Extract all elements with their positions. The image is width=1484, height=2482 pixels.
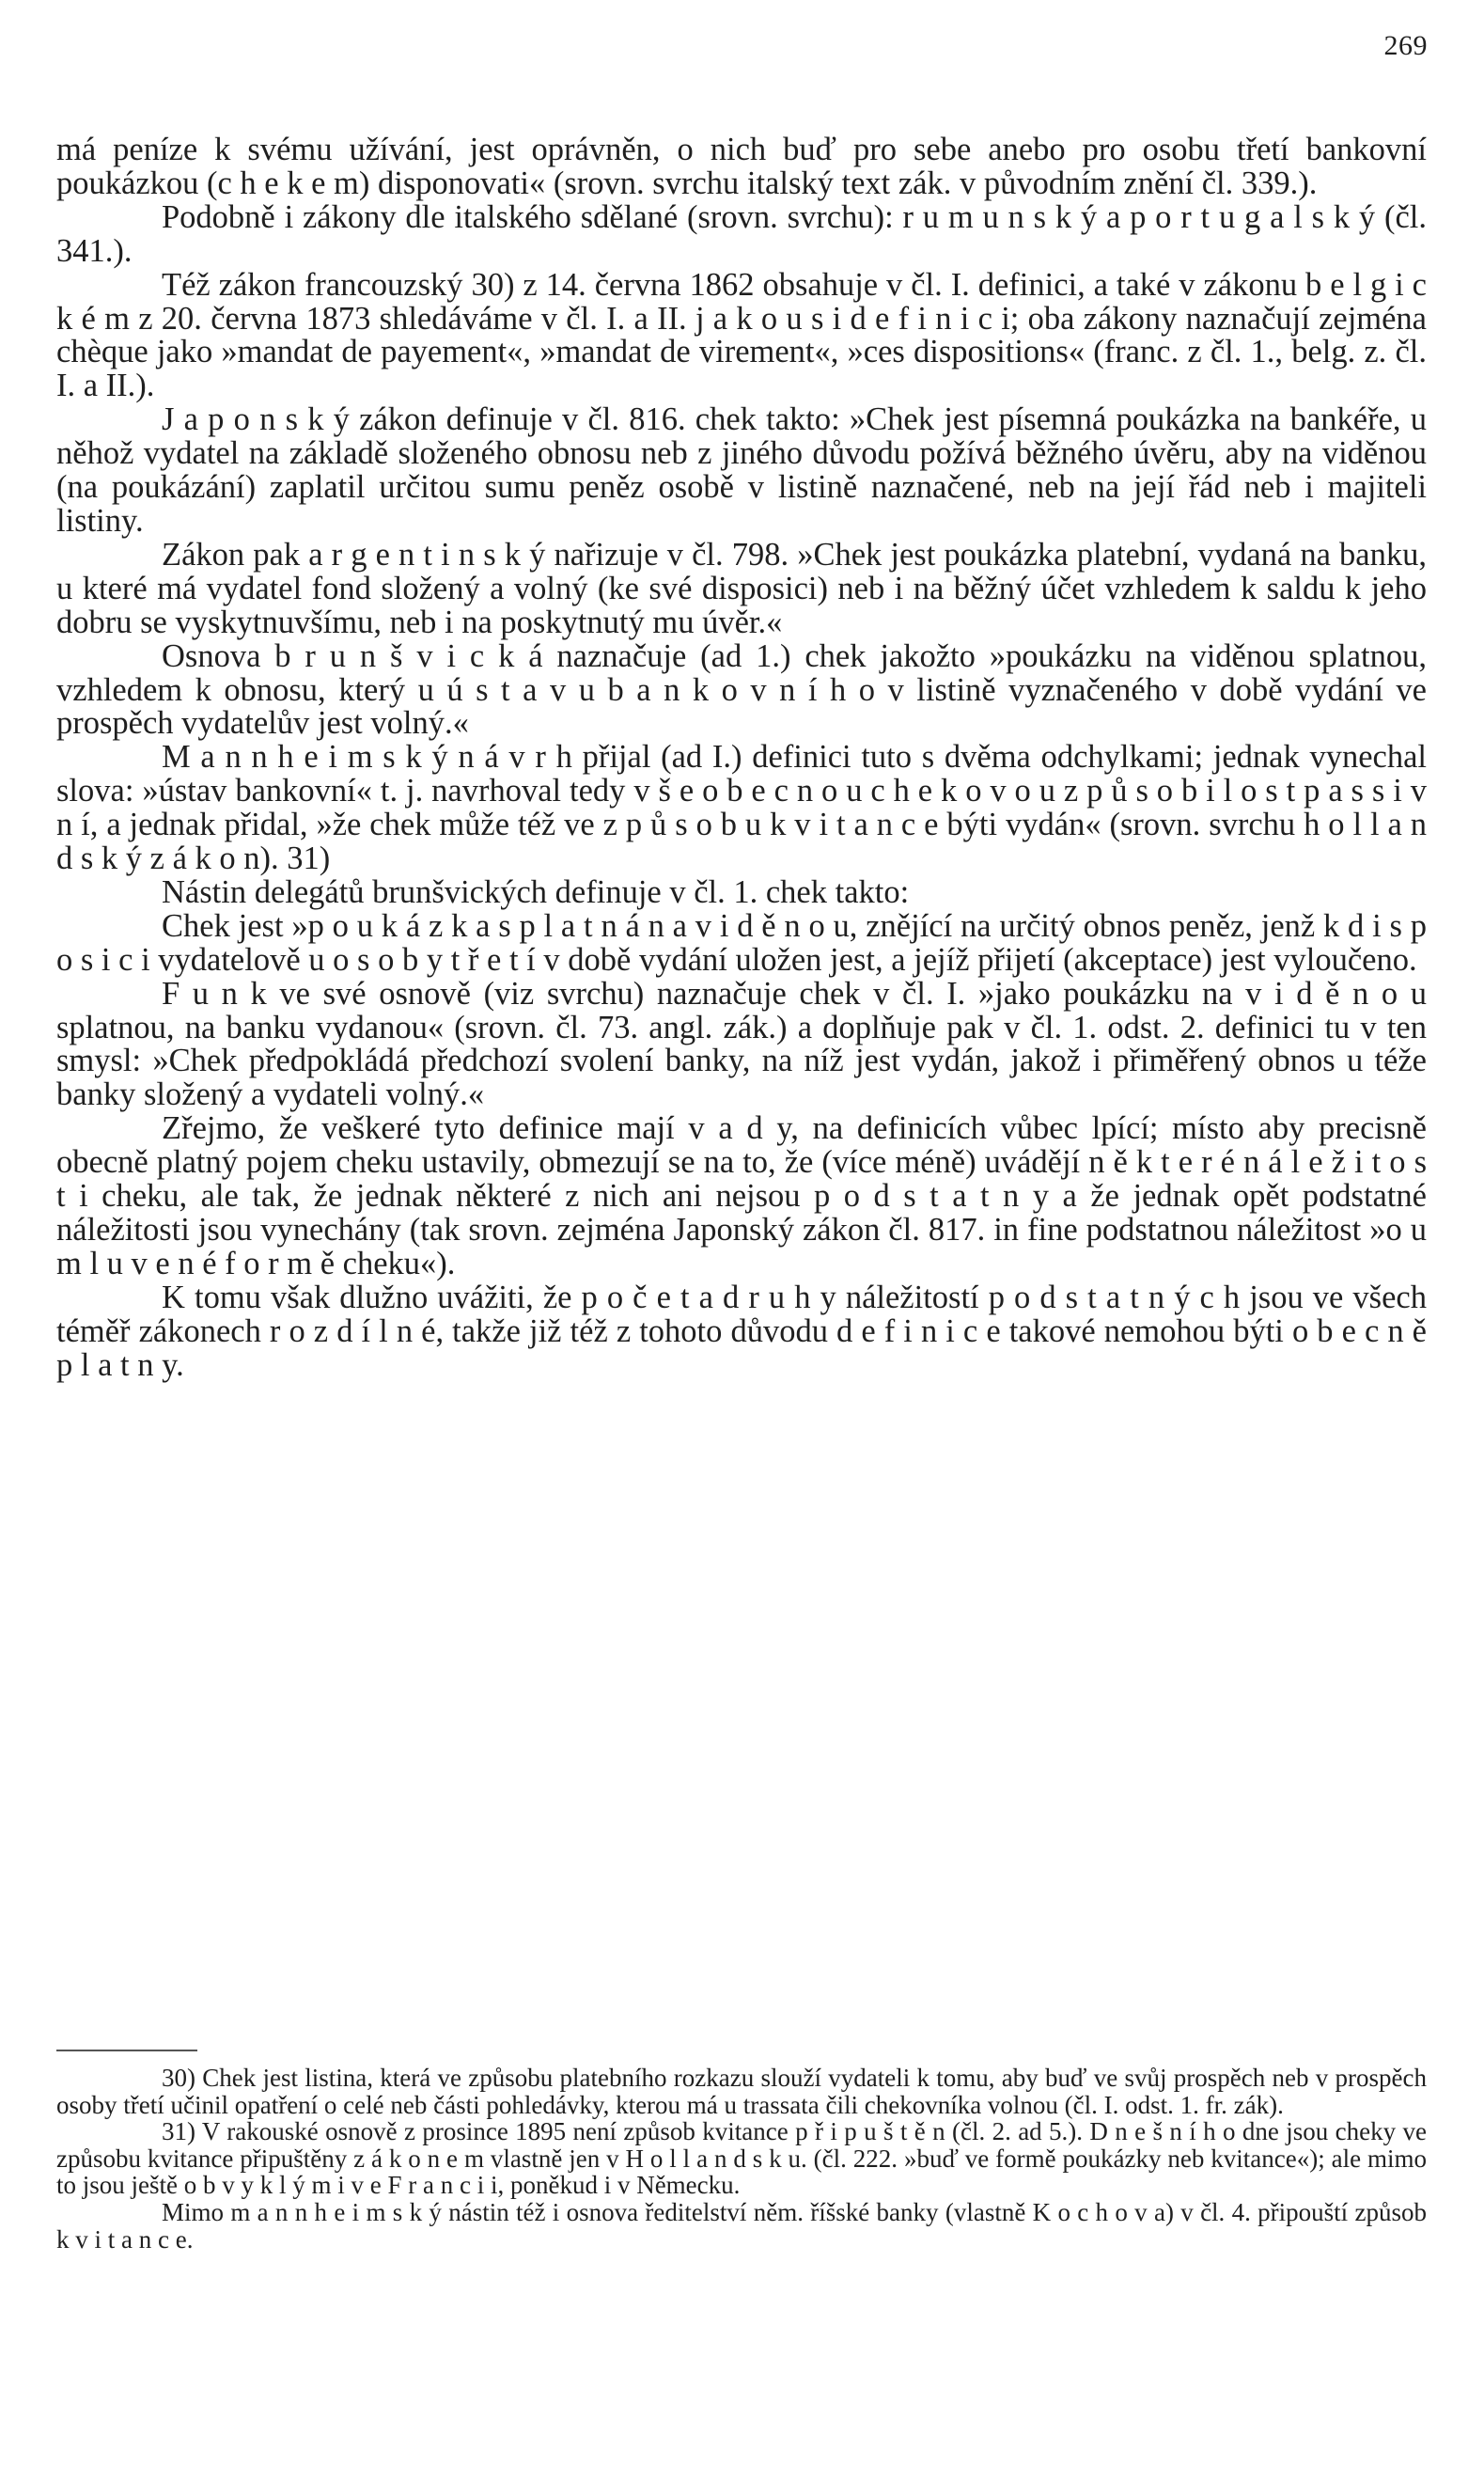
- paragraph-6: Osnova b r u n š v i c k á naznačuje (ad 1.) chek jakožto »poukázku na viděnou splatnou, vzhledem k obnosu, který u ú s t a v u b a n k o v n í h o v listině vyznačeného v době vydání ve prospěch vydatelův jest volný.«: [56, 637, 1427, 742]
- paragraph-11: Zřejmo, že veškeré tyto definice mají v a d y, na definicích vůbec lpící; místo aby precisně obecně platný pojem cheku ustavily, obmezují se na to, že (více méně) uvádějí n ě k t e r é n á l e ž i t o s t i cheku, ale tak, že jednak některé z nich ani nejsou p o d s t a t n y a že jednak opět podstatné náležitosti jsou vynechány (tak srovn. zejména Japonský zákon čl. 817. in fine podstatnou náležitost »o u m l u v e n é f o r m ě cheku«).: [56, 1110, 1427, 1281]
- paragraph-1: má peníze k svému užívání, jest oprávněn, o nich buď pro sebe anebo pro osobu třetí bankovní poukázkou (c h e k e m) disponovati« (srovn. svrchu italský text zák. v původním znění čl. 339.).: [56, 132, 1427, 201]
- footnote-divider: [56, 2050, 197, 2051]
- paragraph-9: Chek jest »p o u k á z k a s p l a t n á n a v i d ě n o u, znějící na určitý obnos peněz, jenž k d i s p o s i c i vydatelově u o s o b y t ř e t í v době vydání uložen jest, a jejíž přijetí (akceptace) jest vyloučeno.: [56, 907, 1427, 978]
- paragraph-5: Zákon pak a r g e n t i n s k ý nařizuje v čl. 798. »Chek jest poukázka platební, vydaná na banku, u které má vydatel fond složený a volný (ke své disposici) neb i na běžný účet vzhledem k saldu k jeho dobru se vyskytnuvšímu, neb i na poskytnutý mu úvěr.«: [56, 536, 1427, 640]
- paragraph-2: Podobně i zákony dle italského sdělané (srovn. svrchu): r u m u n s k ý a p o r t u g a l s k ý (čl. 341.).: [56, 198, 1427, 269]
- paragraph-3: Též zákon francouzský 30) z 14. června 1862 obsahuje v čl. I. definici, a také v zákonu b e l g i c k é m z 20. června 1873 shledáváme v čl. I. a II. j a k o u s i d e f i n i c i; oba zákony naznačují zejména chèque jako »mandat de payement«, »mandat de virement«, »ces dispositions« (franc. z čl. 1., belg. z. čl. I. a II.).: [56, 266, 1427, 404]
- page-number: 269: [1383, 30, 1428, 61]
- footnote-30: 30) Chek jest listina, která ve způsobu platebního rozkazu slouží vydateli k tomu, aby buď ve svůj prospěch neb v prospěch osoby třetí učinil opatření o celé neb části pohledávky, kterou má u trassata čili chekovníka volnou (čl. I. odst. 1. fr. zák).: [56, 2064, 1427, 2119]
- paragraph-12: K tomu však dlužno uvážiti, že p o č e t a d r u h y náležitostí p o d s t a t n ý c h jsou ve všech téměř zákonech r o z d í l n é, takže již též z tohoto důvodu d e f i n i c e takové nemohou býti o b e c n ě p l a t n y.: [56, 1279, 1427, 1383]
- paragraph-7: M a n n h e i m s k ý n á v r h přijal (ad I.) definici tuto s dvěma odchylkami; jednak vynechal slova: »ústav bankovní« t. j. navrhoval tedy v š e o b e c n o u c h e k o v o u z p ů s o b i l o s t p a s s i v n í, a jednak přidal, »že chek může též ve z p ů s o b u k v i t a n c e býti vydán« (srovn. svrchu h o l l a n d s k ý z á k o n). 31): [56, 739, 1427, 877]
- paragraph-10: F u n k ve své osnově (viz svrchu) naznačuje chek v čl. I. »jako poukázku na v i d ě n o u splatnou, na banku vydanou« (srovn. čl. 73. angl. zák.) a doplňuje pak v čl. 1. odst. 2. definici tu v ten smysl: »Chek předpokládá předchozí svolení banky, na níž jest vydán, jakož i přiměřený obnos u téže banky složený a vydateli volný.«: [56, 975, 1427, 1113]
- footnote-31: 31) V rakouské osnově z prosince 1895 není způsob kvitance p ř i p u š t ě n (čl. 2. ad 5.). D n e š n í h o dne jsou cheky ve způsobu kvitance připuštěny z á k o n e m vlastně jen v H o l l a n d s k u. (čl. 222. »buď ve formě poukázky neb kvitance«); ale mimo to jsou ještě o b v y k l ý m i v e F r a n c i i, poněkud i v Německu.: [56, 2117, 1427, 2200]
- footnotes: [56, 2050, 1427, 2253]
- paragraph-8: Nástin delegátů brunšvických definuje v čl. 1. chek takto:: [162, 873, 910, 910]
- body-text: [56, 134, 1427, 1383]
- paragraph-4: J a p o n s k ý zákon definuje v čl. 816. chek takto: »Chek jest písemná poukázka na bankéře, u něhož vydatel na základě složeného obnosu neb z jiného důvodu požívá běžného úvěru, aby na viděnou (na poukázání) zaplatil určitou sumu peněz osobě v listině naznačené, neb na její řád neb i majiteli listiny.: [56, 401, 1427, 539]
- footnote-continuation: Mimo m a n n h e i m s k ý nástin též i osnova ředitelství něm. říšské banky (vlastně K o c h o v a) v čl. 4. připouští způsob k v i t a n c e.: [56, 2197, 1427, 2254]
